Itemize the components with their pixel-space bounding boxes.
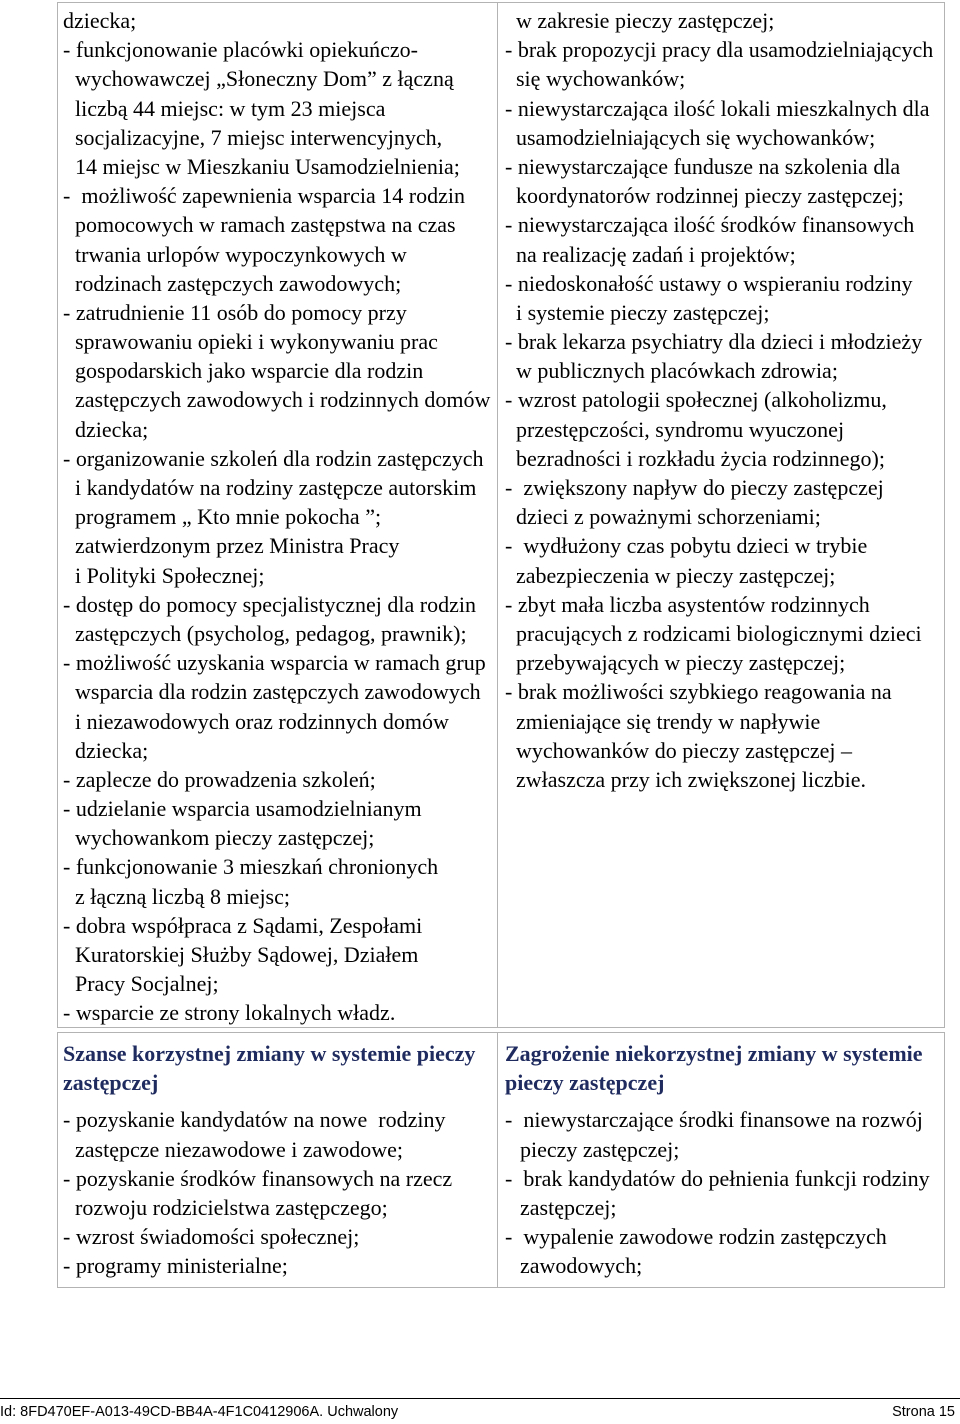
- list-item-continuation-line: zastępcze niezawodowe i zawodowe;: [75, 1136, 404, 1162]
- list-item-continuation-line: i niezawodowych oraz rodzinnych domów: [75, 708, 449, 734]
- list-item-line: - niewystarczająca ilość środków finansowych: [505, 212, 915, 238]
- list-item: [63, 35, 497, 181]
- list-item-continuation-line: pieczy zastępczej;: [520, 1136, 680, 1162]
- list-item-line: - wsparcie ze strony lokalnych władz.: [63, 1000, 396, 1026]
- list-item: [505, 210, 944, 268]
- list-item-continuation-line: liczbą 44 miejsc: w tym 23 miejsca: [75, 95, 386, 121]
- threats-list: [505, 1105, 944, 1280]
- weaknesses-cell: [498, 3, 944, 1027]
- list-item-continuation-line: wychowawczej „Słoneczny Dom” z łączną: [75, 66, 454, 92]
- list-item: [505, 473, 944, 531]
- list-item: [63, 181, 497, 298]
- list-item-line: - programy ministerialne;: [63, 1253, 288, 1279]
- list-item: [505, 1222, 944, 1280]
- list-item-line: - zatrudnienie 11 osób do pomocy przy: [63, 299, 407, 325]
- list-item-continuation-line: bezradności i rozkładu życia rodzinnego);: [516, 445, 885, 471]
- opportunities-cell: [58, 1033, 498, 1287]
- document-id-text: Id: 8FD470EF-A013-49CD-BB4A-4F1C0412906A. Uchwalony: [0, 1404, 399, 1420]
- list-item: [63, 444, 497, 590]
- list-item-continuation-line: zawodowych;: [520, 1253, 643, 1279]
- list-item-line: - zaplecze do prowadzenia szkoleń;: [63, 766, 376, 792]
- list-item: [63, 590, 497, 648]
- list-item: [505, 1164, 944, 1222]
- list-item: [63, 911, 497, 999]
- list-item: [505, 590, 944, 678]
- list-item-line: - wydłużony czas pobytu dzieci w trybie: [505, 533, 868, 559]
- weaknesses-list: [505, 35, 944, 794]
- list-item-continuation-line: wsparcia dla rodzin zastępczych zawodowych: [75, 679, 481, 705]
- list-item-continuation-line: 14 miejsc w Mieszkaniu Usamodzielnienia;: [75, 153, 460, 179]
- list-item-continuation-line: zwłaszcza przy ich zwiększonej liczbie.: [516, 766, 866, 792]
- list-item-line: - pozyskanie środków finansowych na rzecz: [63, 1165, 453, 1191]
- list-item-line: - możliwość zapewnienia wsparcia 14 rodzin: [63, 183, 465, 209]
- list-item-line: - dostęp do pomocy specjalistycznej dla rodzin: [63, 591, 476, 617]
- list-item: [63, 298, 497, 444]
- opportunities-list: [63, 1105, 497, 1280]
- list-item-continuation-line: programem „ Kto mnie pokocha ”;: [75, 504, 382, 530]
- list-item: [505, 677, 944, 794]
- list-item-line: - pozyskanie kandydatów na nowe rodziny: [63, 1107, 446, 1133]
- list-item-line: - wzrost świadomości społecznej;: [63, 1224, 360, 1250]
- strengths-weaknesses-table: [57, 2, 945, 1028]
- list-item: [63, 1222, 497, 1251]
- page-footer: [0, 1398, 960, 1423]
- list-item-continuation-line: wychowanków do pieczy zastępczej –: [516, 737, 852, 763]
- section-heading-line: Zagrożenie niekorzystnej zmiany w systemie: [505, 1041, 923, 1066]
- strengths-cell: [58, 3, 498, 1027]
- list-item-line: - możliwość uzyskania wsparcia w ramach grup: [63, 650, 486, 676]
- list-item-continuation-line: z łączną liczbą 8 miejsc;: [75, 883, 290, 909]
- list-item: [505, 35, 944, 93]
- list-item-continuation-line: zastępczych zawodowych i rodzinnych domów: [75, 387, 491, 413]
- list-item-continuation-line: zastępczych (psycholog, pedagog, prawnik);: [75, 620, 467, 646]
- section-heading-line: zastępczej: [63, 1070, 159, 1096]
- list-item-continuation-line: i systemie pieczy zastępczej;: [516, 299, 770, 325]
- continued-text-line: w zakresie pieczy zastępczej;: [516, 8, 775, 33]
- list-item-line: - niewystarczająca ilość lokali mieszkalnych dla: [505, 95, 930, 121]
- list-item-line: - niewystarczające fundusze na szkolenia dla: [505, 153, 901, 179]
- list-item-continuation-line: dzieci z poważnymi schorzeniami;: [516, 504, 821, 530]
- list-item-continuation-line: wychowankom pieczy zastępczej;: [75, 825, 375, 851]
- list-item: [63, 852, 497, 910]
- list-item-line: - niewystarczające środki finansowe na rozwój: [505, 1107, 923, 1133]
- list-item-continuation-line: pomocowych w ramach zastępstwa na czas: [75, 212, 456, 238]
- section-heading-line: Szanse korzystnej zmiany w systemie pieczy: [63, 1041, 476, 1066]
- list-item-line: - wypalenie zawodowe rodzin zastępczych: [505, 1224, 887, 1250]
- list-item-continuation-line: zmieniające się trendy w napływie: [516, 708, 821, 734]
- list-item-continuation-line: Pracy Socjalnej;: [75, 971, 219, 997]
- list-item: [63, 1164, 497, 1222]
- opportunities-heading: [63, 1039, 497, 1097]
- list-item: [63, 765, 497, 794]
- list-item-line: - funkcjonowanie placówki opiekuńczo-: [63, 37, 418, 63]
- list-item-continuation-line: usamodzielniających się wychowanków;: [516, 124, 876, 150]
- list-item: [63, 794, 497, 852]
- list-item: [505, 327, 944, 385]
- list-item-continuation-line: rodzinach zastępczych zawodowych;: [75, 270, 402, 296]
- list-item-line: - funkcjonowanie 3 mieszkań chronionych: [63, 854, 439, 880]
- list-item-continuation-line: dziecka;: [75, 416, 149, 442]
- continued-text-line: dziecka;: [63, 8, 137, 33]
- list-item-continuation-line: dziecka;: [75, 737, 149, 763]
- list-item-continuation-line: koordynatorów rodzinnej pieczy zastępczej;: [516, 183, 904, 209]
- list-item-continuation-line: w publicznych placówkach zdrowia;: [516, 358, 838, 384]
- list-item-line: - organizowanie szkoleń dla rodzin zastępczych: [63, 445, 484, 471]
- list-item: [63, 1105, 497, 1163]
- list-item-line: - brak lekarza psychiatry dla dzieci i młodzieży: [505, 329, 923, 355]
- threats-cell: [498, 1033, 944, 1287]
- section-heading-line: pieczy zastępczej: [505, 1070, 665, 1096]
- list-item-continuation-line: rozwoju rodzicielstwa zastępczego;: [75, 1194, 388, 1220]
- list-item-line: - brak możliwości szybkiego reagowania na: [505, 679, 892, 705]
- list-item-continuation-line: pracujących z rodzicami biologicznymi dzieci: [516, 620, 922, 646]
- list-item: [63, 1251, 497, 1280]
- list-item-continuation-line: socjalizacyjne, 7 miejsc interwencyjnych,: [75, 124, 443, 150]
- list-item: [63, 648, 497, 765]
- list-item-line: - wzrost patologii społecznej (alkoholizmu,: [505, 387, 887, 413]
- list-item-line: - niedoskonałość ustawy o wspieraniu rodziny: [505, 270, 913, 296]
- list-item-continuation-line: przebywających w pieczy zastępczej;: [516, 650, 846, 676]
- list-item-line: - dobra współpraca z Sądami, Zespołami: [63, 912, 423, 938]
- threats-heading: [505, 1039, 944, 1097]
- list-item: [505, 152, 944, 210]
- list-item-continuation-line: trwania urlopów wypoczynkowych w: [75, 241, 407, 267]
- list-item-continuation-line: i Polityki Społecznej;: [75, 562, 265, 588]
- list-item-line: - zwiększony napływ do pieczy zastępczej: [505, 475, 884, 500]
- list-item-continuation-line: zabezpieczenia w pieczy zastępczej;: [516, 562, 836, 588]
- list-item: [505, 531, 944, 589]
- list-item-continuation-line: gospodarskich jako wsparcie dla rodzin: [75, 358, 424, 384]
- list-item: [505, 1105, 944, 1163]
- list-item: [505, 385, 944, 473]
- list-item-line: - brak propozycji pracy dla usamodzielniających: [505, 37, 934, 63]
- list-item: [63, 998, 497, 1027]
- list-item-continuation-line: się wychowanków;: [516, 66, 686, 92]
- list-item: [505, 269, 944, 327]
- opportunities-threats-table: [57, 1032, 945, 1288]
- list-item-continuation-line: zastępczej;: [520, 1194, 617, 1220]
- list-item-line: - udzielanie wsparcia usamodzielnianym: [63, 796, 422, 822]
- strengths-list: [63, 35, 497, 1027]
- list-item: [505, 94, 944, 152]
- list-item-continuation-line: sprawowaniu opieki i wykonywaniu prac: [75, 329, 438, 355]
- list-item-continuation-line: Kuratorskiej Służby Sądowej, Działem: [75, 942, 419, 967]
- page-number: Strona 15: [892, 1404, 955, 1420]
- list-item-continuation-line: przestępczości, syndromu wyuczonej: [516, 416, 845, 442]
- list-item-continuation-line: zatwierdzonym przez Ministra Pracy: [75, 533, 400, 559]
- list-item-line: - brak kandydatów do pełnienia funkcji rodziny: [505, 1165, 930, 1191]
- list-item-continuation-line: na realizację zadań i projektów;: [516, 241, 796, 267]
- list-item-line: - zbyt mała liczba asystentów rodzinnych: [505, 591, 870, 617]
- list-item-continuation-line: i kandydatów na rodziny zastępcze autorskim: [75, 475, 477, 500]
